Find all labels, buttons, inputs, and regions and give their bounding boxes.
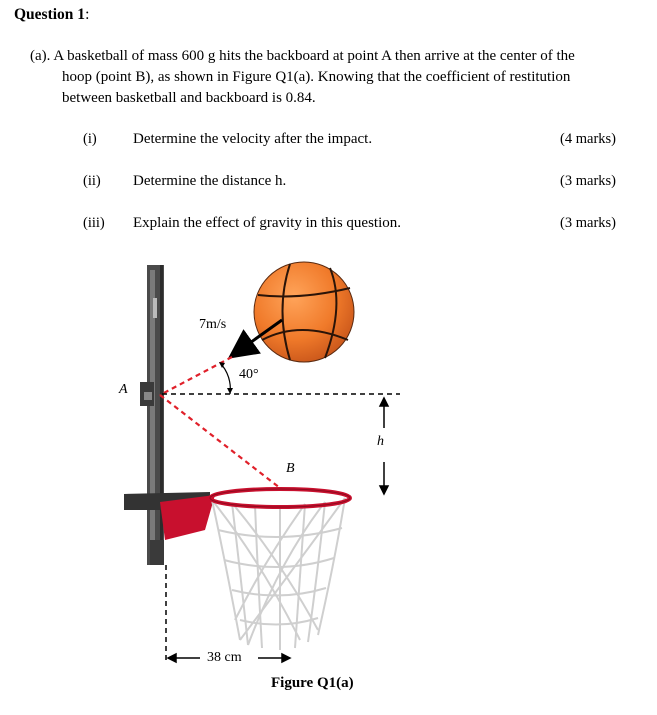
part-a-line-2: hoop (point B), as shown in Figure Q1(a). Knowing that the coefficient of restitution [62, 69, 571, 85]
height-label: h [377, 434, 384, 449]
hoop-net [212, 498, 345, 650]
part-a-line-1: (a). A basketball of mass 600 g hits the backboard at point A then arrive at the center of the [30, 48, 575, 64]
trajectory [160, 357, 280, 488]
subq-2-number: (ii) [83, 173, 101, 189]
part-a-line-3: between basketball and backboard is 0.84. [62, 90, 316, 106]
point-a-label: A [119, 382, 128, 397]
hoop-rim [210, 489, 350, 507]
angle-label: 40° [239, 367, 259, 382]
backboard [124, 265, 215, 565]
point-b-label: B [286, 461, 295, 476]
distance-label: 38 cm [207, 650, 242, 665]
angle-arc-arrowhead-bottom [227, 388, 233, 394]
velocity-label: 7m/s [199, 317, 227, 332]
subq-1-number: (i) [83, 131, 97, 147]
subq-3-marks: (3 marks) [560, 215, 616, 231]
subq-1-marks: (4 marks) [560, 131, 616, 147]
subq-2-marks: (3 marks) [560, 173, 616, 189]
figure-caption: Figure Q1(a) [271, 675, 354, 691]
question-title-colon: : [85, 6, 90, 23]
subq-3-text: Explain the effect of gravity in this question. [133, 215, 401, 231]
basketball [254, 262, 354, 362]
subq-2-text: Determine the distance h. [133, 173, 287, 189]
question-title-text: Question 1 [14, 6, 86, 23]
subq-3-number: (iii) [83, 215, 105, 231]
subq-1-text: Determine the velocity after the impact. [133, 131, 373, 147]
